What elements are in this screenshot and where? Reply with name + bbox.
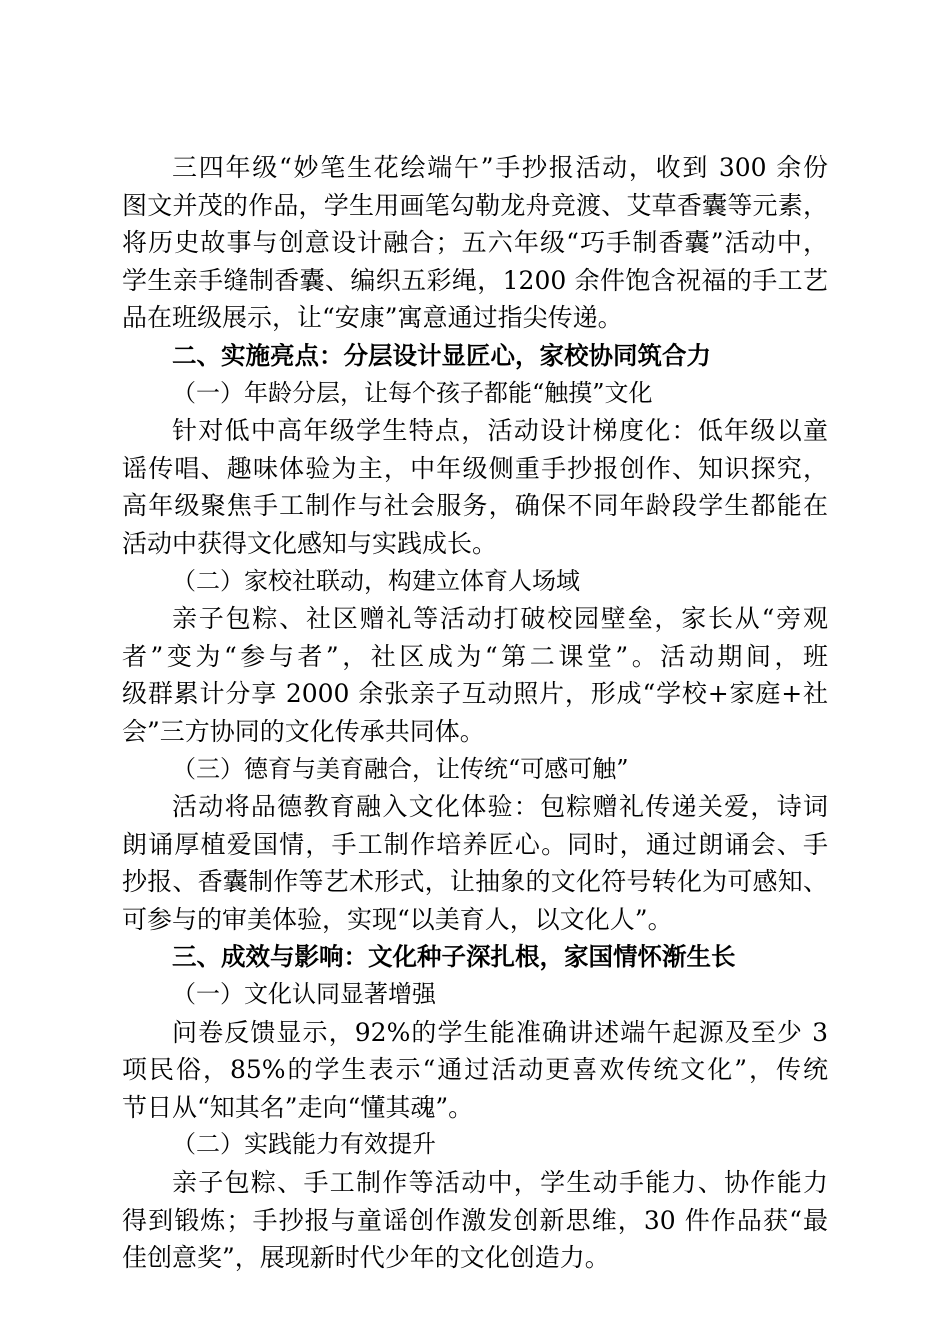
subsection-heading: （二）实践能力有效提升 bbox=[172, 1130, 436, 1159]
section-outcomes-impact bbox=[122, 938, 828, 1276]
paragraph-line: 将历史故事与创意设计融合；五六年级“巧手制香囊”活动中， bbox=[122, 228, 828, 258]
subsection-heading: （二）家校社联动，构建立体育人场域 bbox=[172, 566, 580, 595]
paragraph-line: 针对低中高年级学生特点，活动设计梯度化：低年级以童 bbox=[172, 416, 828, 446]
paragraph-line: 抄报、香囊制作等艺术形式，让抽象的文化符号转化为可感知、 bbox=[122, 867, 828, 897]
section-implementation-highlights bbox=[122, 337, 828, 939]
subsection-paragraph bbox=[122, 600, 828, 750]
paragraph-line: 学生亲手缝制香囊、编织五彩绳，1200 余件饱含祝福的手工艺 bbox=[122, 265, 828, 295]
subsection-paragraph bbox=[122, 1014, 828, 1127]
paragraph-line: 三四年级“妙笔生花绘端午”手抄报活动，收到 300 余份 bbox=[172, 153, 828, 182]
document-body bbox=[122, 149, 828, 1277]
paragraph-line: 活动中获得文化感知与实践成长。 bbox=[122, 528, 498, 558]
paragraph-line: 可参与的审美体验，实现“以美育人，以文化人”。 bbox=[122, 904, 673, 934]
paragraph-line: 谣传唱、趣味体验为主，中年级侧重手抄报创作、知识探究， bbox=[122, 453, 828, 483]
section-heading: 三、成效与影响：文化种子深扎根，家国情怀渐生长 bbox=[172, 942, 736, 972]
paragraph-line: 高年级聚焦手工制作与社会服务，确保不同年龄段学生都能在 bbox=[122, 491, 828, 521]
subsection-heading: （一）文化认同显著增强 bbox=[172, 980, 436, 1009]
paragraph-line: 亲子包粽、手工制作等活动中，学生动手能力、协作能力 bbox=[172, 1168, 828, 1198]
paragraph-line: 会”三方协同的文化传承共同体。 bbox=[122, 716, 485, 746]
subsection-paragraph bbox=[122, 788, 828, 938]
subsection-heading: （一）年龄分层，让每个孩子都能“触摸”文化 bbox=[172, 378, 653, 407]
section-heading: 二、实施亮点：分层设计显匠心，家校协同筑合力 bbox=[172, 340, 711, 370]
paragraph-line: 图文并茂的作品，学生用画笔勾勒龙舟竞渡、艾草香囊等元素， bbox=[122, 190, 828, 220]
paragraph-line: 级群累计分享 2000 余张亲子互动照片，形成“学校+家庭+社 bbox=[122, 679, 828, 709]
paragraph-line: 品在班级展示，让“安康”寓意通过指尖传递。 bbox=[122, 303, 623, 333]
paragraph-line: 佳创意奖”，展现新时代少年的文化创造力。 bbox=[122, 1243, 610, 1273]
paragraph-line: 者”变为“参与者”，社区成为“第二课堂”。活动期间，班 bbox=[122, 641, 828, 671]
paragraph-line: 活动将品德教育融入文化体验：包粽赠礼传递关爱，诗词 bbox=[172, 792, 828, 822]
subsection-paragraph bbox=[122, 1164, 828, 1277]
paragraph-line: 项民俗，85%的学生表示“通过活动更喜欢传统文化”，传统 bbox=[122, 1055, 828, 1085]
intro-paragraph bbox=[122, 149, 828, 337]
paragraph-line: 问卷反馈显示，92%的学生能准确讲述端午起源及至少 3 bbox=[172, 1017, 828, 1047]
paragraph-line: 得到锻炼；手抄报与童谣创作激发创新思维，30 件作品获“最 bbox=[122, 1205, 828, 1235]
subsection-heading: （三）德育与美育融合，让传统“可感可触” bbox=[172, 754, 629, 783]
paragraph-line: 节日从“知其名”走向“懂其魂”。 bbox=[122, 1092, 474, 1122]
paragraph-line: 朗诵厚植爱国情，手工制作培养匠心。同时，通过朗诵会、手 bbox=[122, 829, 828, 859]
subsection-paragraph bbox=[122, 412, 828, 562]
paragraph-line: 亲子包粽、社区赠礼等活动打破校园壁垒，家长从“旁观 bbox=[172, 604, 828, 634]
